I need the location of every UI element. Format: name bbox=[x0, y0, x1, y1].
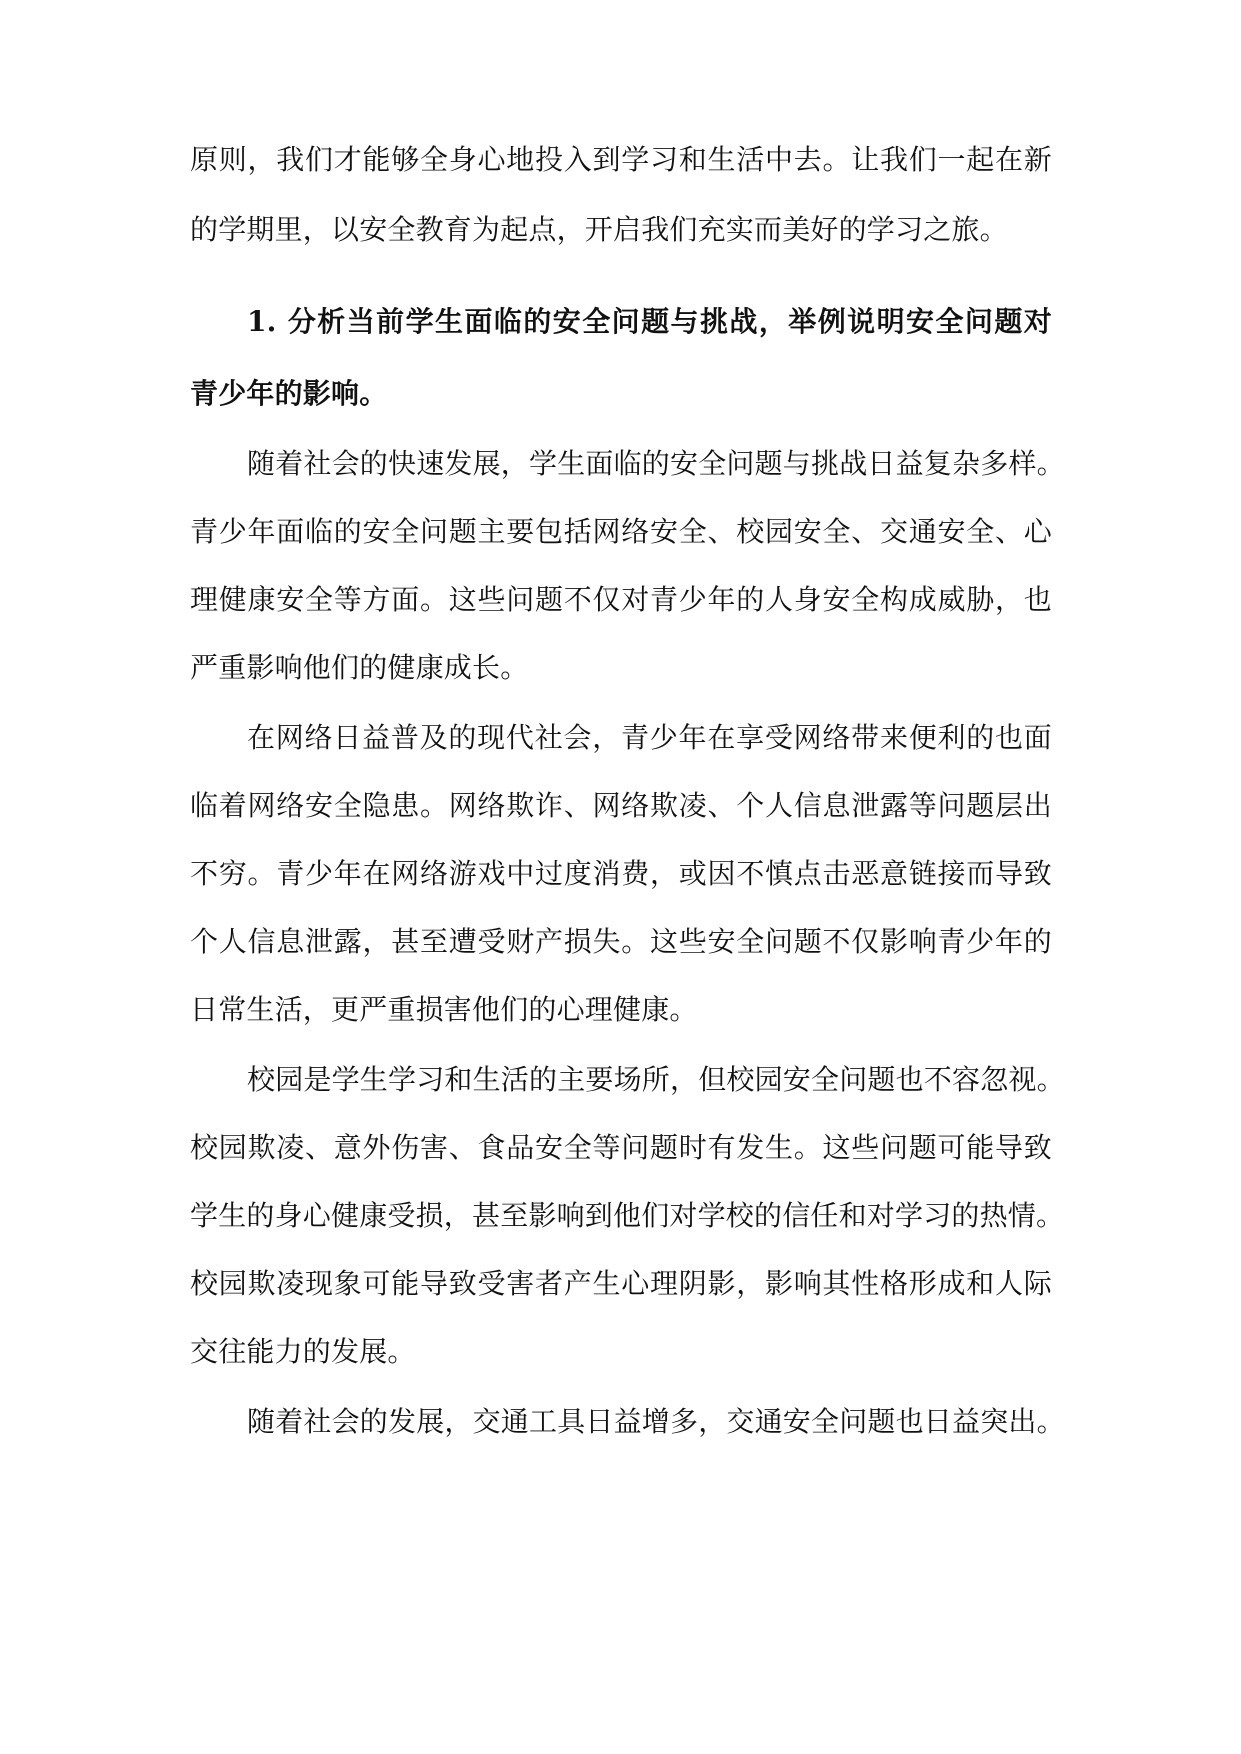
paragraph-line: 交往能力的发展。 bbox=[190, 1335, 416, 1368]
paragraph-line: 日常生活，更严重损害他们的心理健康。 bbox=[190, 993, 698, 1026]
paragraph-line: 随着社会的快速发展，学生面临的安全问题与挑战日益复杂多样。 bbox=[247, 447, 1065, 480]
paragraph-line: 的学期里，以安全教育为起点，开启我们充实而美好的学习之旅。 bbox=[190, 213, 1008, 246]
paragraph-line: 原则，我们才能够全身心地投入到学习和生活中去。让我们一起在新 bbox=[190, 143, 1052, 176]
paragraph-line: 严重影响他们的健康成长。 bbox=[190, 651, 529, 684]
paragraph-line: 随着社会的发展，交通工具日益增多，交通安全问题也日益突出。 bbox=[247, 1405, 1065, 1438]
paragraph-line: 临着网络安全隐患。网络欺诈、网络欺凌、个人信息泄露等问题层出 bbox=[190, 789, 1052, 822]
section-heading: 1. 分析当前学生面临的安全问题与挑战，举例说明安全问题对 bbox=[247, 305, 1052, 338]
paragraph-line: 校园欺凌、意外伤害、食品安全等问题时有发生。这些问题可能导致 bbox=[190, 1131, 1052, 1164]
paragraph-line: 青少年面临的安全问题主要包括网络安全、校园安全、交通安全、心 bbox=[190, 515, 1052, 548]
paragraph-line: 不穷。青少年在网络游戏中过度消费，或因不慎点击恶意链接而导致 bbox=[190, 857, 1052, 890]
paragraph-line: 个人信息泄露，甚至遭受财产损失。这些安全问题不仅影响青少年的 bbox=[190, 925, 1052, 958]
paragraph-line: 学生的身心健康受损，甚至影响到他们对学校的信任和对学习的热情。 bbox=[190, 1199, 1065, 1232]
section-heading: 青少年的影响。 bbox=[190, 377, 388, 410]
paragraph-line: 校园欺凌现象可能导致受害者产生心理阴影，影响其性格形成和人际 bbox=[190, 1267, 1052, 1300]
paragraph-line: 理健康安全等方面。这些问题不仅对青少年的人身安全构成威胁，也 bbox=[190, 583, 1052, 616]
paragraph-line: 在网络日益普及的现代社会，青少年在享受网络带来便利的也面 bbox=[247, 721, 1052, 754]
paragraph-line: 校园是学生学习和生活的主要场所，但校园安全问题也不容忽视。 bbox=[247, 1063, 1065, 1096]
